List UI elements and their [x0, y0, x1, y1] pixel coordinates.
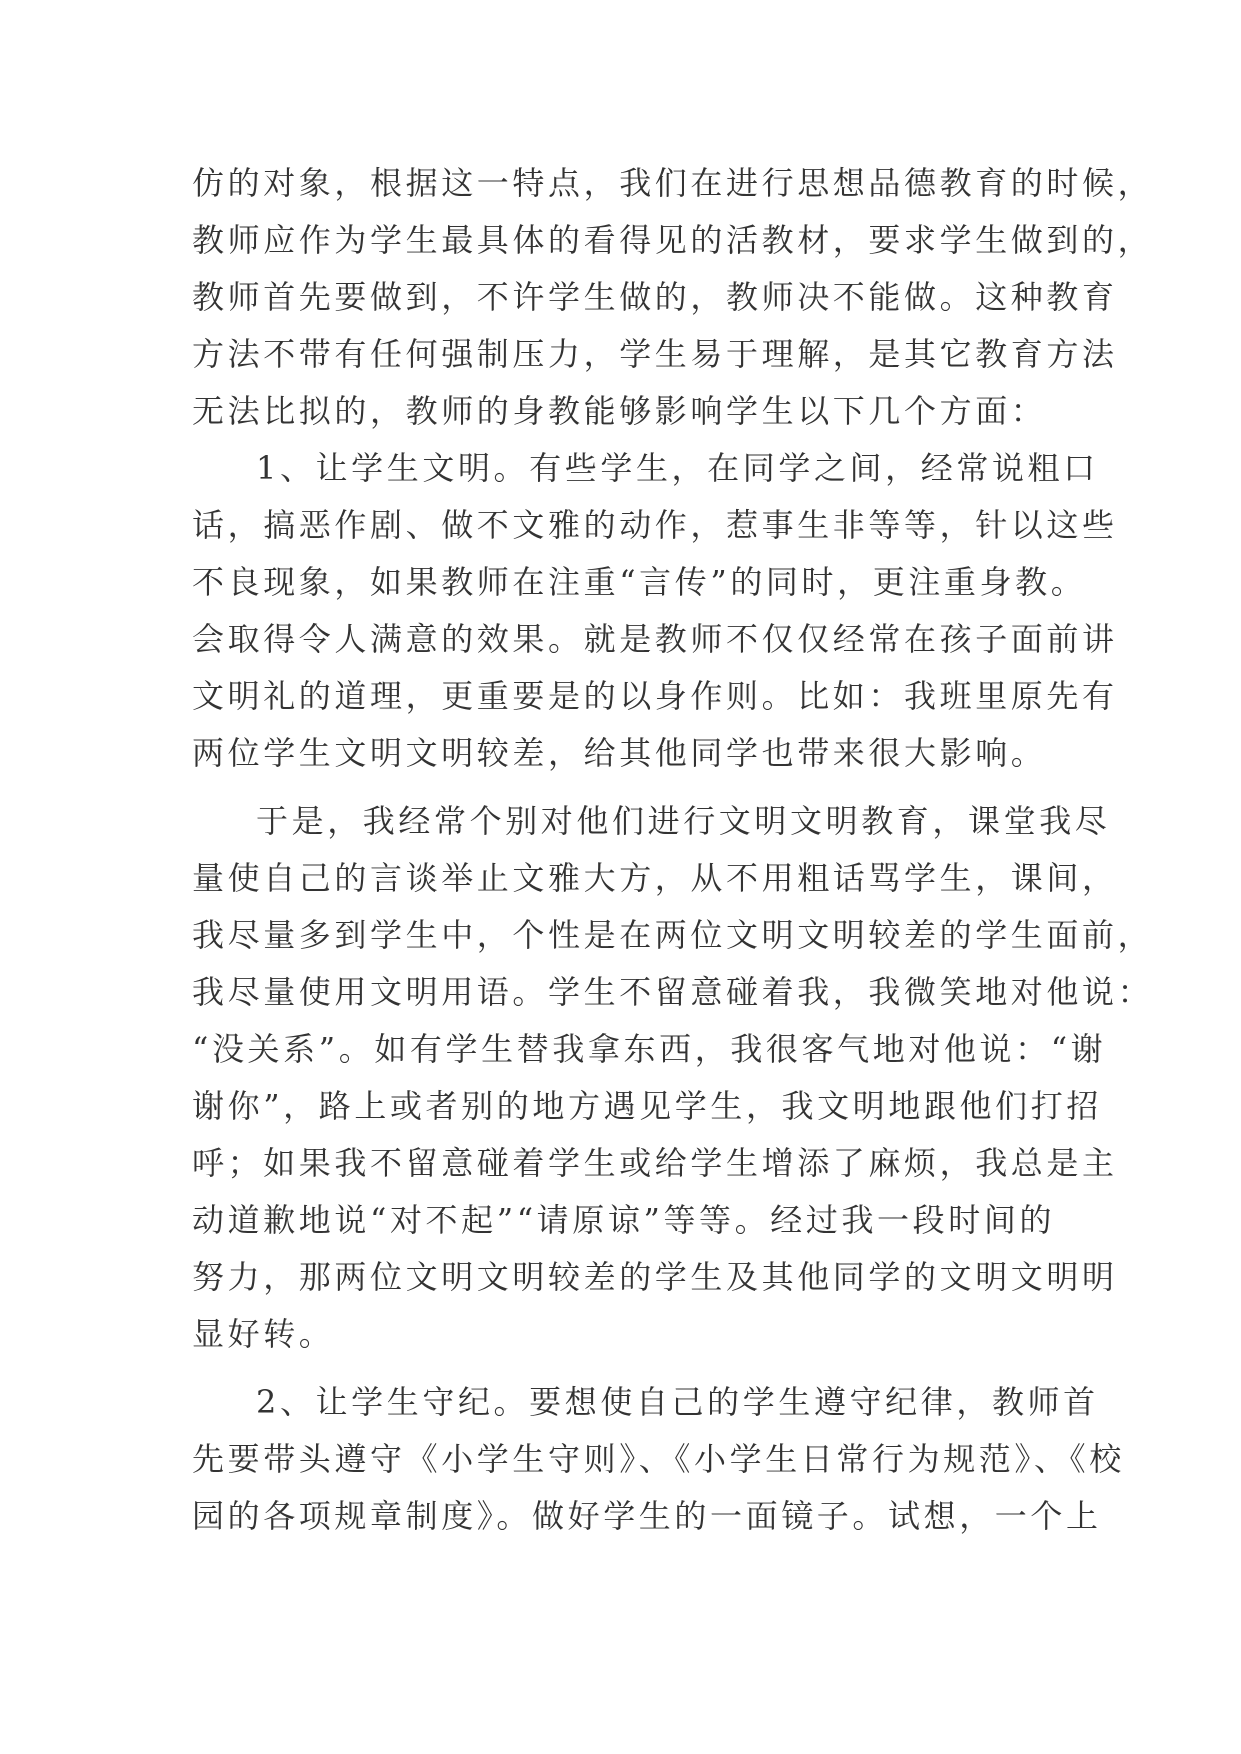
text-line: 无法比拟的，教师的身教能够影响学生以下几个方面： — [192, 392, 1047, 430]
text-line: 我尽量使用文明用语。学生不留意碰着我，我微笑地对他说： — [192, 973, 1154, 1011]
paragraph-2-start: 于是，我经常个别对他们进行文明文明教育，课堂我尽 — [256, 802, 1111, 840]
text-line: “没关系”。如有学生替我拿东西，我很客气地对他说：“谢 — [192, 1030, 1107, 1068]
text-line: 话，搞恶作剧、做不文雅的动作，惹事生非等等，针以这些 — [192, 506, 1118, 544]
text-line: 先要带头遵守《小学生守则》、《小学生日常行为规范》、《校 — [192, 1440, 1125, 1478]
text-line: 不良现象，如果教师在注重“言传”的同时，更注重身教。 — [192, 563, 1087, 601]
text-line: 教师首先要做到，不许学生做的，教师决不能做。这种教育 — [192, 278, 1118, 316]
text-line: 文明礼的道理，更重要是的以身作则。比如：我班里原先有 — [192, 677, 1118, 715]
text-line: 仿的对象，根据这一特点，我们在进行思想品德教育的时候， — [192, 164, 1154, 202]
text-line: 我尽量多到学生中，个性是在两位文明文明较差的学生面前， — [192, 916, 1154, 954]
paragraph-1-start: 1、让学生文明。有些学生，在同学之间，经常说粗口 — [256, 449, 1099, 487]
document-body — [192, 155, 1154, 1545]
text-line: 动道歉地说“对不起”“请原谅”等等。经过我一段时间的 — [192, 1201, 1056, 1239]
text-line: 教师应作为学生最具体的看得见的活教材，要求学生做到的， — [192, 221, 1154, 259]
text-line: 谢你”，路上或者别的地方遇见学生，我文明地跟他们打招 — [192, 1087, 1102, 1125]
text-line: 方法不带有任何强制压力，学生易于理解，是其它教育方法 — [192, 335, 1118, 373]
text-line: 两位学生文明文明较差，给其他同学也带来很大影响。 — [192, 734, 1047, 772]
text-line: 园的各项规章制度》。做好学生的一面镜子。试想，一个上 — [192, 1497, 1102, 1535]
text-line: 呼；如果我不留意碰着学生或给学生增添了麻烦，我总是主 — [192, 1144, 1118, 1182]
text-line: 显好转。 — [192, 1315, 335, 1353]
text-line: 量使自己的言谈举止文雅大方，从不用粗话骂学生，课间， — [192, 859, 1118, 897]
paragraph-3-start: 2、让学生守纪。要想使自己的学生遵守纪律，教师首 — [256, 1383, 1099, 1421]
text-line: 会取得令人满意的效果。就是教师不仅仅经常在孩子面前讲 — [192, 620, 1118, 658]
text-line: 努力，那两位文明文明较差的学生及其他同学的文明文明明 — [192, 1258, 1118, 1296]
